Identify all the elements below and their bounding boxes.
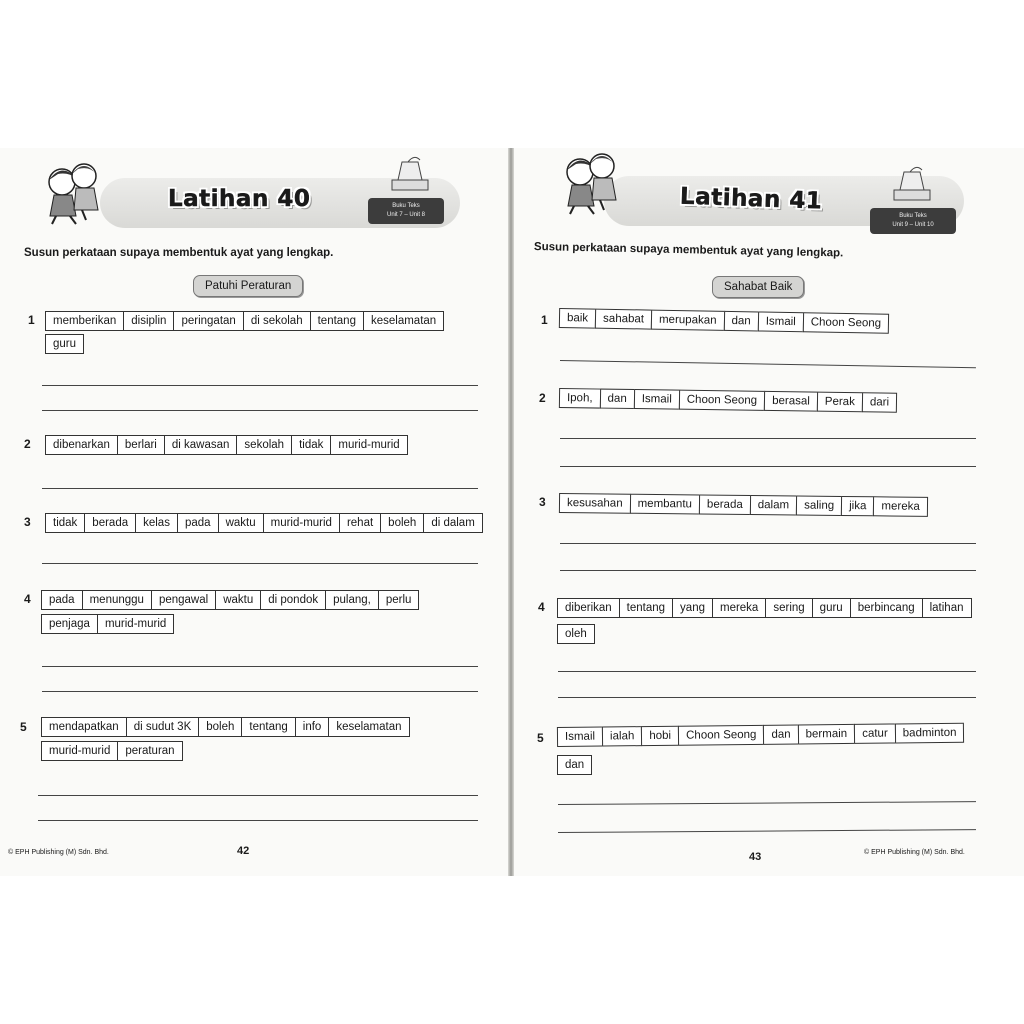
word-tile[interactable]: pada [177, 513, 219, 533]
word-tiles-row [46, 435, 408, 455]
word-tile[interactable]: Choon Seong [678, 725, 765, 746]
word-tile[interactable]: boleh [380, 513, 424, 533]
book-tag-line2: Unit 7 – Unit 8 [386, 212, 426, 218]
word-tile[interactable]: tidak [45, 513, 85, 533]
word-tile[interactable]: oleh [557, 624, 595, 644]
word-tile[interactable]: murid-murid [330, 435, 407, 455]
word-tile[interactable]: berada [84, 513, 136, 533]
word-tile[interactable]: peraturan [117, 741, 182, 761]
answer-line[interactable] [558, 697, 976, 698]
word-tile[interactable]: mendapatkan [41, 717, 127, 737]
word-tile[interactable]: baik [559, 308, 596, 329]
question-number: 3 [539, 495, 546, 509]
word-tile[interactable]: mereka [873, 496, 928, 517]
word-tiles-row [560, 308, 889, 334]
answer-line[interactable] [38, 795, 478, 796]
answer-line[interactable] [560, 360, 976, 368]
children-illustration-icon [34, 160, 108, 226]
page-number: 43 [749, 851, 762, 863]
answer-line[interactable] [42, 410, 478, 411]
word-tile[interactable]: badminton [895, 723, 965, 744]
word-tile[interactable]: boleh [198, 717, 242, 737]
word-tiles-row [46, 513, 483, 533]
word-tile[interactable]: tentang [310, 311, 364, 331]
word-tile[interactable]: info [295, 717, 330, 737]
word-tile[interactable]: guru [45, 334, 84, 354]
word-tile[interactable]: ialah [602, 726, 643, 746]
books-cup-icon [384, 156, 436, 196]
word-tiles-row [558, 624, 595, 644]
word-tiles-row [42, 614, 174, 634]
word-tile[interactable]: murid-murid [41, 741, 118, 761]
answer-line[interactable] [42, 385, 478, 386]
word-tile[interactable]: Ismail [634, 389, 680, 410]
answer-line[interactable] [42, 488, 478, 489]
exercise-title: Latihan 41 [679, 183, 823, 215]
books-cup-icon [886, 166, 938, 206]
word-tile[interactable]: dan [599, 389, 634, 409]
word-tile[interactable]: Choon Seong [679, 390, 766, 411]
page-right [514, 148, 1024, 876]
word-tile[interactable]: keselamatan [363, 311, 444, 331]
book-tag-line2: Unit 9 – Unit 10 [892, 222, 934, 228]
word-tile[interactable]: catur [854, 723, 896, 743]
children-illustration-icon [552, 150, 626, 216]
word-tiles-row [46, 311, 444, 331]
footer-copyright: © EPH Publishing (M) Sdn. Bhd. [8, 849, 109, 856]
word-tiles-row [42, 590, 419, 610]
question-number: 1 [541, 313, 548, 327]
word-tile[interactable]: peringatan [173, 311, 243, 331]
word-tile[interactable]: Ismail [557, 727, 603, 747]
book-spread [0, 148, 1024, 876]
page-left [0, 148, 508, 876]
textbook-reference-tag [368, 198, 444, 224]
word-tile[interactable]: waktu [215, 590, 261, 610]
answer-line[interactable] [38, 820, 478, 821]
word-tile[interactable]: disiplin [123, 311, 174, 331]
question-number: 5 [20, 720, 27, 734]
word-tiles-row [558, 723, 965, 747]
word-tiles-row [42, 741, 183, 761]
question-number: 4 [24, 592, 31, 606]
word-tiles-row [560, 388, 897, 413]
word-tile[interactable]: sahabat [595, 309, 652, 330]
word-tiles-row [558, 598, 972, 618]
word-tile[interactable]: dalam [750, 495, 798, 515]
answer-line[interactable] [558, 671, 976, 672]
word-tile[interactable]: kelas [135, 513, 178, 533]
word-tile[interactable]: Ipoh, [559, 388, 601, 409]
word-tile[interactable]: dan [723, 311, 759, 332]
word-tile[interactable]: murid-murid [97, 614, 174, 634]
answer-line[interactable] [560, 543, 976, 544]
question-number: 5 [537, 731, 544, 745]
footer-copyright: © EPH Publishing (M) Sdn. Bhd. [864, 849, 965, 856]
word-tile[interactable]: diberikan [557, 598, 620, 618]
word-tile[interactable]: bermain [798, 724, 856, 745]
word-tile[interactable]: guru [812, 598, 851, 618]
word-tile[interactable]: Perak [817, 392, 863, 413]
question-number: 2 [539, 391, 546, 405]
answer-line[interactable] [560, 438, 976, 439]
word-tile[interactable]: tentang [619, 598, 673, 618]
word-tile[interactable]: pulang, [325, 590, 379, 610]
exercise-title: Latihan 40 [168, 186, 311, 212]
word-tile[interactable]: di sekolah [243, 311, 311, 331]
answer-line[interactable] [558, 801, 976, 805]
page-number: 42 [237, 845, 250, 857]
word-tile[interactable]: di dalam [423, 513, 482, 533]
word-tile[interactable]: di sudut 3K [126, 717, 200, 737]
word-tile[interactable]: Ismail [758, 311, 804, 332]
word-tile[interactable]: rehat [339, 513, 381, 533]
word-tile[interactable]: sering [765, 598, 812, 618]
theme-label: Sahabat Baik [712, 276, 804, 298]
textbook-reference-tag [870, 208, 956, 234]
word-tile[interactable]: di pondok [260, 590, 326, 610]
word-tile[interactable]: latihan [922, 598, 972, 618]
answer-line[interactable] [42, 691, 478, 692]
word-tile[interactable]: saling [796, 495, 842, 515]
word-tile[interactable]: keselamatan [328, 717, 409, 737]
word-tile[interactable]: dan [763, 724, 798, 744]
answer-line[interactable] [42, 666, 478, 667]
word-tile[interactable]: kesusahan [559, 493, 631, 514]
question-number: 3 [24, 515, 31, 529]
word-tile[interactable]: murid-murid [263, 513, 340, 533]
book-tag-line1: Buku Teks [899, 213, 927, 219]
word-tiles-row [46, 334, 84, 354]
word-tile[interactable]: berlari [117, 435, 165, 455]
word-tile[interactable]: menunggu [82, 590, 152, 610]
word-tile[interactable]: waktu [218, 513, 264, 533]
question-number: 2 [24, 437, 31, 451]
word-tiles-row [42, 717, 410, 737]
instruction-text: Susun perkataan supaya membentuk ayat yang lengkap. [24, 247, 334, 259]
word-tile[interactable]: jika [841, 496, 874, 516]
word-tile[interactable]: di kawasan [164, 435, 238, 455]
word-tile[interactable]: mereka [712, 598, 766, 618]
answer-line[interactable] [560, 570, 976, 571]
word-tile[interactable]: berada [699, 494, 751, 515]
word-tile[interactable]: merupakan [651, 310, 725, 331]
word-tile[interactable]: dari [862, 392, 897, 412]
word-tile[interactable]: berbincang [850, 598, 923, 618]
answer-line[interactable] [558, 829, 976, 833]
word-tile[interactable]: berasal [764, 391, 818, 412]
instruction-text: Susun perkataan supaya membentuk ayat yang lengkap. [533, 241, 844, 260]
question-number: 1 [28, 313, 35, 327]
word-tile[interactable]: tidak [291, 435, 331, 455]
word-tile[interactable]: pengawal [151, 590, 216, 610]
word-tile[interactable]: perlu [378, 590, 420, 610]
word-tiles-row [560, 493, 928, 517]
answer-line[interactable] [42, 563, 478, 564]
word-tile[interactable]: sekolah [236, 435, 292, 455]
question-number: 4 [538, 600, 545, 614]
word-tile[interactable]: membantu [630, 494, 701, 515]
word-tile[interactable]: penjaga [41, 614, 98, 634]
word-tile[interactable]: tentang [241, 717, 295, 737]
answer-line[interactable] [560, 466, 976, 467]
word-tiles-row [558, 755, 592, 775]
word-tile[interactable]: dan [557, 755, 592, 775]
word-tile[interactable]: Choon Seong [803, 312, 890, 334]
word-tile[interactable]: dibenarkan [45, 435, 118, 455]
theme-label: Patuhi Peraturan [193, 275, 303, 297]
word-tile[interactable]: hobi [641, 726, 679, 746]
book-tag-line1: Buku Teks [392, 203, 420, 209]
word-tile[interactable]: pada [41, 590, 83, 610]
word-tile[interactable]: memberikan [45, 311, 124, 331]
word-tile[interactable]: yang [672, 598, 713, 618]
